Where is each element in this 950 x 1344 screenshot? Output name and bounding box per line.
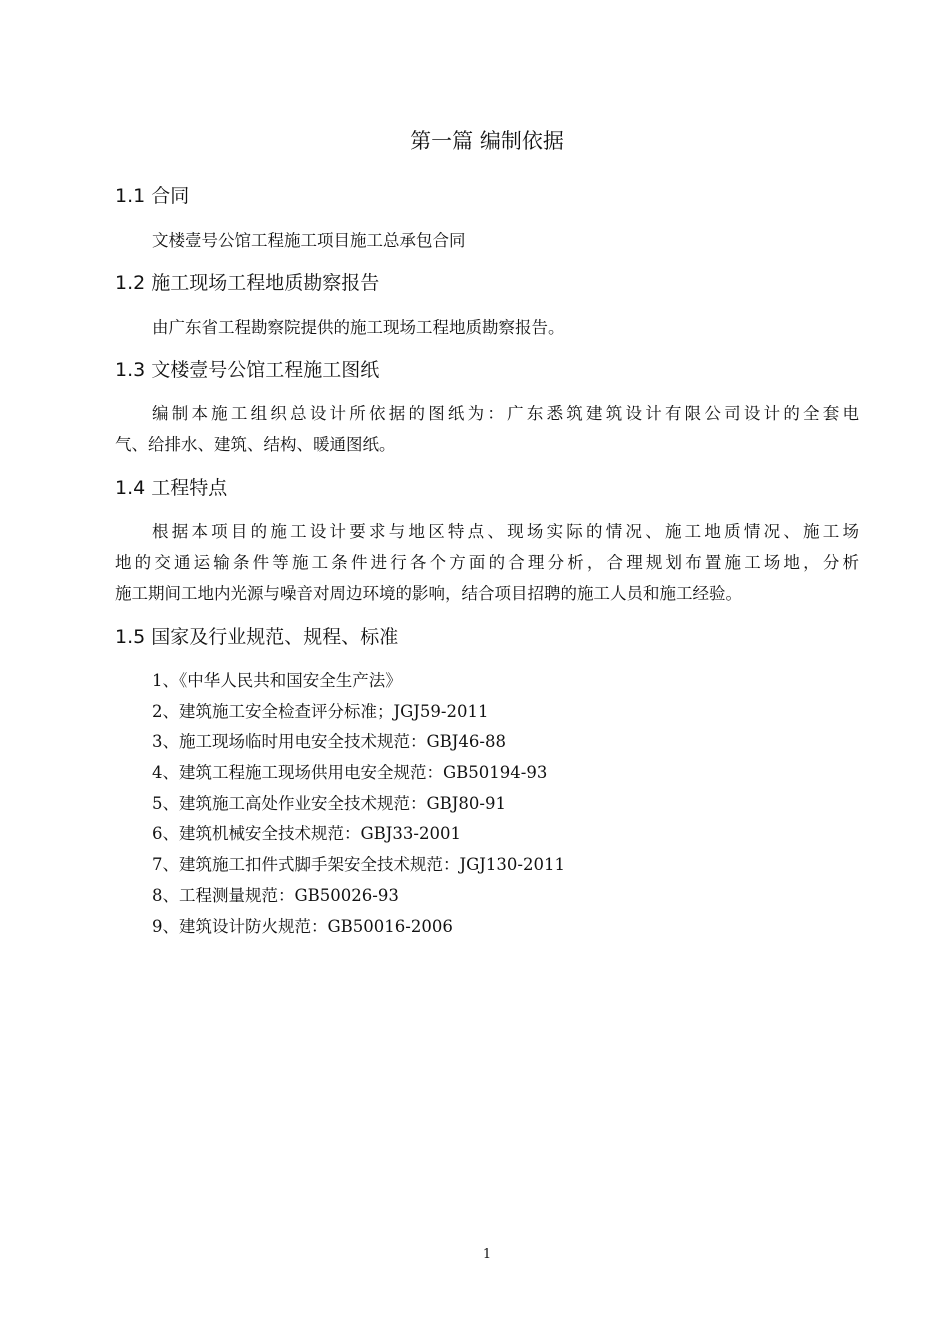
- document-title: 第一篇 编制依据: [410, 129, 564, 153]
- paragraph-line: 气、给排水、建筑、结构、暖通图纸。: [115, 435, 396, 454]
- list-item: 6、建筑机械安全技术规范：GBJ33-2001: [152, 824, 461, 844]
- paragraph-line: 根据本项目的施工设计要求与地区特点、现场实际的情况、施工地质情况、施工场: [152, 522, 859, 541]
- list-item: 4、建筑工程施工现场供用电安全规范：GB50194-93: [152, 763, 548, 783]
- section-heading-1-1: 1.1 合同: [115, 185, 190, 207]
- list-item: 2、建筑施工安全检查评分标准；JGJ59-2011: [152, 701, 489, 721]
- section-paragraph-1-2: [115, 312, 859, 343]
- section-heading-1-5: 1.5 国家及行业规范、规程、标准: [115, 626, 399, 648]
- page-number: 1: [482, 1247, 492, 1262]
- section-paragraph-1-1: [115, 225, 859, 256]
- standards-list: [152, 666, 565, 942]
- paragraph-line: 编制本施工组织总设计所依据的图纸为：广东悉筑建筑设计有限公司设计的全套电: [152, 404, 859, 423]
- list-item: 8、工程测量规范：GB50026-93: [152, 885, 399, 905]
- paragraph-line: 地的交通运输条件等施工条件进行各个方面的合理分析，合理规划布置施工场地，分析: [115, 553, 859, 572]
- section-heading-1-3: 1.3 文楼壹号公馆工程施工图纸: [115, 359, 380, 381]
- section-heading-1-2: 1.2 施工现场工程地质勘察报告: [115, 272, 380, 294]
- list-item: 5、建筑施工高处作业安全技术规范：GBJ80-91: [152, 793, 506, 813]
- list-item: 1、《中华人民共和国安全生产法》: [152, 671, 402, 690]
- paragraph-line: 文楼壹号公馆工程施工项目施工总承包合同: [152, 231, 466, 250]
- section-paragraph-1-4: [115, 516, 859, 609]
- list-item: 7、建筑施工扣件式脚手架安全技术规范：JGJ130-2011: [152, 855, 565, 875]
- section-heading-1-4: 1.4 工程特点: [115, 477, 228, 499]
- paragraph-line: 施工期间工地内光源与噪音对周边环境的影响，结合项目招聘的施工人员和施工经验。: [115, 584, 742, 603]
- list-item: 9、建筑设计防火规范：GB50016-2006: [152, 916, 453, 936]
- section-paragraph-1-3: [115, 398, 859, 460]
- list-item: 3、施工现场临时用电安全技术规范：GBJ46-88: [152, 732, 506, 752]
- paragraph-line: 由广东省工程勘察院提供的施工现场工程地质勘察报告。: [152, 318, 565, 337]
